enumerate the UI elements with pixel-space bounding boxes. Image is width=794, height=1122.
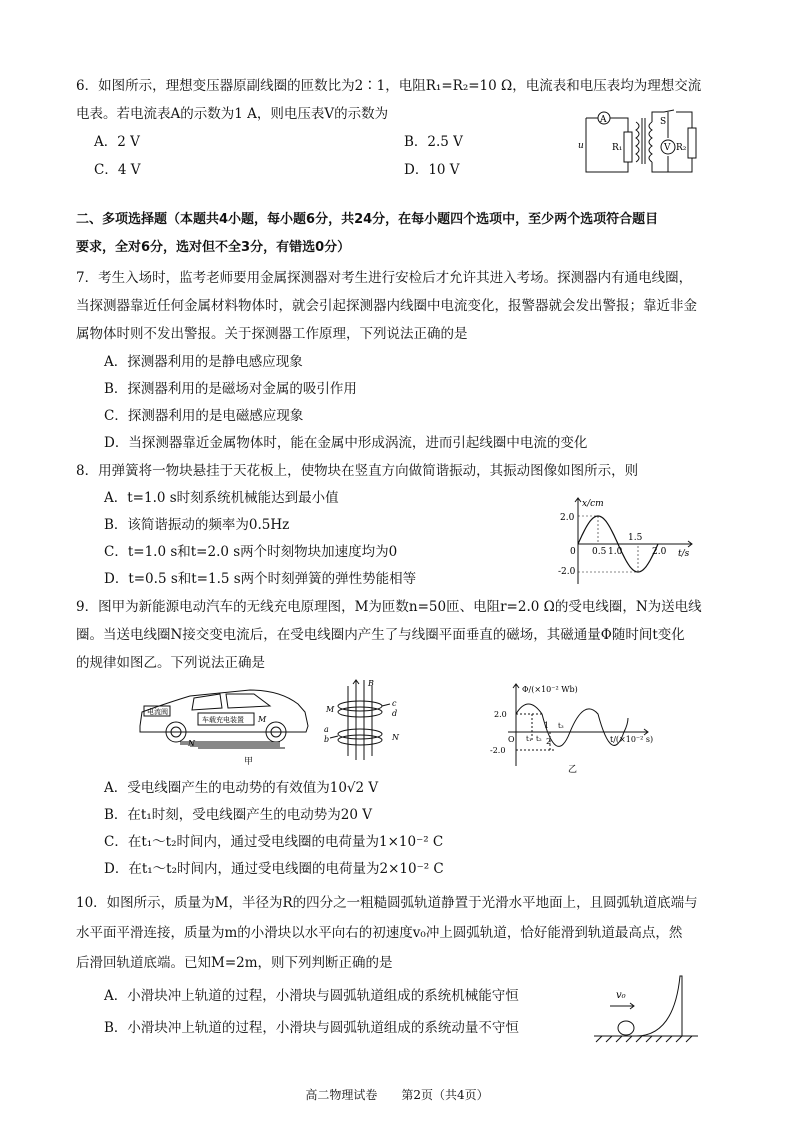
q6-stem-line1: 6．如图所示，理想变压器原副线圈的匝数比为2∶1，电阻R₁=R₂=10 Ω，电流表和电压表均为理想交流 <box>76 78 702 94</box>
y-axis-label: x/cm <box>582 499 604 509</box>
vibration-graph <box>548 494 698 590</box>
flux-y-bottom: -2.0 <box>490 746 506 755</box>
figure-jia-caption: 甲 <box>244 757 254 767</box>
q7-option-d[interactable]: D．当探测器靠近金属物体时，能在金属中形成涡流，进而引起线圈中电流的变化 <box>104 435 588 451</box>
q9-stem-line3: 的规律如图乙。下列说法正确是 <box>76 655 265 671</box>
x-tick-2.0: 2.0 <box>652 547 667 557</box>
car-box-label: 电流阀 <box>147 708 168 716</box>
q7-option-c[interactable]: C．探测器利用的是电磁感应现象 <box>104 408 304 424</box>
x-tick-1.5: 1.5 <box>628 533 643 543</box>
flux-tick-2: 2 <box>546 737 552 746</box>
q7-option-a[interactable]: A．探测器利用的是静电感应现象 <box>104 354 303 370</box>
q9-option-c[interactable]: C．在t₁～t₂时间内，通过受电线圈的电荷量为1×10⁻² C <box>104 834 444 850</box>
section-heading-line1: 二、多项选择题（本题共4小题，每小题6分，共24分，在每小题四个选项中，至少两个选项符合题目 <box>76 212 659 227</box>
q8-option-d[interactable]: D．t=0.5 s和t=1.5 s两个时刻弹簧的弹性势能相等 <box>104 571 417 587</box>
x-axis-label: t/s <box>678 549 690 559</box>
q10-stem-line3: 后滑回轨道底端。已知M=2m，则下列判断正确的是 <box>76 955 393 971</box>
q9-option-d[interactable]: D．在t₁～t₂时间内，通过受电线圈的电荷量为2×10⁻² C <box>104 861 444 877</box>
terminal-b-label: b <box>324 735 330 744</box>
ammeter-label: A <box>600 115 607 125</box>
q10-stem-line2: 水平面平滑连接，质量为m的小滑块以水平向右的初速度v₀冲上圆弧轨道，恰好能滑到轨道最高点，然 <box>76 925 683 941</box>
q9-option-b[interactable]: B．在t₁时刻，受电线圈产生的电动势为20 V <box>104 807 372 823</box>
q10-stem-line1: 10．如图所示，质量为M，半径为R的四分之一粗糙圆弧轨道静置于光滑水平地面上，且圆弧轨道底端与 <box>76 895 698 911</box>
section-heading-line2: 要求，全对6分，选对但不全3分，有错选0分） <box>76 240 351 255</box>
flux-t2: t₂ <box>536 735 542 743</box>
switch-label: S <box>660 117 667 127</box>
x-tick-1.0: 1.0 <box>608 547 623 557</box>
wireless-charging-figure <box>130 676 430 766</box>
q6-option-c[interactable]: C．4 V <box>94 162 141 178</box>
q8-option-a[interactable]: A．t=1.0 s时刻系统机械能达到最小值 <box>104 490 339 506</box>
flux-time-graph <box>488 680 658 774</box>
terminal-c-label: c <box>392 699 397 708</box>
car-n-label: N <box>188 739 195 748</box>
flux-origin: O <box>508 735 515 744</box>
q7-stem-line1: 7．考生入场时，监考老师要用金属探测器对考生进行安检后才允许其进入考场。探测器内有通电线圈， <box>76 270 693 286</box>
y-tick-top: 2.0 <box>560 513 575 523</box>
q6-option-b[interactable]: B．2.5 V <box>404 134 463 150</box>
r2-label: R₂ <box>676 143 687 153</box>
source-label: u <box>578 141 584 151</box>
initial-velocity-label: v₀ <box>616 990 626 1001</box>
q10-option-b[interactable]: B．小滑块冲上轨道的过程，小滑块与圆弧轨道组成的系统动量不守恒 <box>104 1020 519 1036</box>
terminal-a-label: a <box>324 725 329 734</box>
field-b-label: B <box>368 679 374 688</box>
q6-option-a[interactable]: A．2 V <box>94 134 140 150</box>
charger-box-label: 车载充电装置 <box>202 716 244 724</box>
flux-x-label: t/(×10⁻² s) <box>610 735 654 744</box>
q9-option-a[interactable]: A．受电线圈产生的电动势的有效值为10√2 V <box>104 780 379 796</box>
q6-option-d[interactable]: D．10 V <box>404 162 460 178</box>
q7-stem-line3: 属物体时则不发出警报。关于探测器工作原理，下列说法正确的是 <box>76 326 468 342</box>
flux-y-label: Φ/(×10⁻² Wb) <box>522 685 578 694</box>
voltmeter-label: V <box>664 143 671 153</box>
arc-track-figure <box>594 970 698 1046</box>
flux-t1: t₁ <box>526 735 532 743</box>
terminal-d-label: d <box>392 709 398 718</box>
flux-t3: t₃ <box>558 722 564 730</box>
car-m-label: M <box>258 715 267 724</box>
y-tick-bottom: -2.0 <box>558 567 576 577</box>
transformer-circuit-figure <box>576 108 696 178</box>
r1-label: R₁ <box>612 143 623 153</box>
coil-n-label: N <box>392 733 399 742</box>
coil-m-label: M <box>326 705 335 714</box>
q7-stem-line2: 当探测器靠近任何金属材料物体时，就会引起探测器内线圈中电流变化，报警器就会发出警报；靠近非金 <box>76 298 697 314</box>
q7-option-b[interactable]: B．探测器利用的是磁场对金属的吸引作用 <box>104 381 357 397</box>
flux-tick-1: 1 <box>544 721 550 730</box>
figure-yi-caption: 乙 <box>568 765 578 775</box>
q8-option-b[interactable]: B．该简谐振动的频率为0.5Hz <box>104 517 290 533</box>
q9-stem-line1: 9．图甲为新能源电动汽车的无线充电原理图，M为匝数n=50匝、电阻r=2.0 Ω的受电线圈，N为送电线 <box>76 599 702 615</box>
x-tick-0.5: 0.5 <box>592 547 607 557</box>
q10-option-a[interactable]: A．小滑块冲上轨道的过程，小滑块与圆弧轨道组成的系统机械能守恒 <box>104 988 519 1004</box>
page-footer: 高二物理试卷 第2页（共4页） <box>305 1088 489 1102</box>
q6-stem-line2: 电表。若电流表A的示数为1 A，则电压表V的示数为 <box>76 106 389 122</box>
q8-option-c[interactable]: C．t=1.0 s和t=2.0 s两个时刻物块加速度均为0 <box>104 544 398 560</box>
q9-stem-line2: 圈。当送电线圈N接交变电流后，在受电线圈内产生了与线圈平面垂直的磁场，其磁通量Φ随时间t变化 <box>76 627 685 643</box>
x-tick-0: 0 <box>570 547 576 557</box>
flux-y-top: 2.0 <box>494 710 507 719</box>
q8-stem: 8．用弹簧将一物块悬挂于天花板上，使物块在竖直方向做简谐振动，其振动图像如图所示，则 <box>76 463 639 479</box>
